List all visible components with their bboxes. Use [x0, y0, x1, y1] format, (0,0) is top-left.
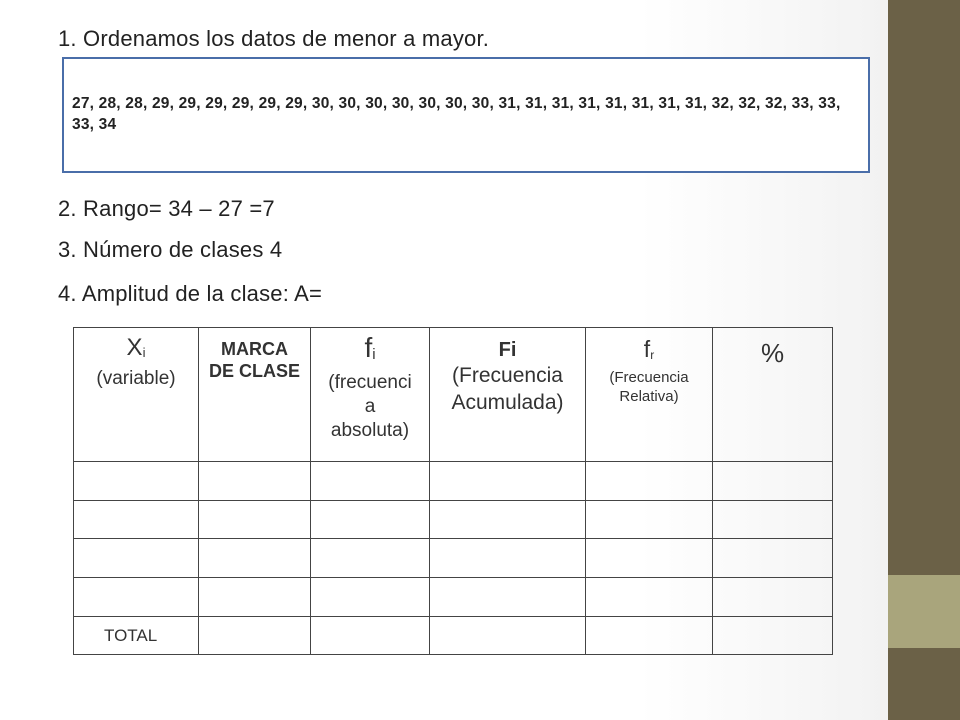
header-marca-de-clase: MARCA DE CLASE	[199, 328, 311, 462]
step-4-text: 4. Amplitud de la clase: A=	[58, 281, 323, 306]
table-row	[74, 462, 833, 501]
sorted-data-values: 27, 28, 28, 29, 29, 29, 29, 29, 29, 30, 30, 30, 30, 30, 30, 30, 31, 31, 31, 31, 31, 31, 31, 31, 32, 32, 32, 33, 33, 33, 34	[72, 95, 841, 133]
frequency-table	[73, 327, 833, 655]
step-3-text: 3. Número de clases 4	[58, 237, 283, 262]
table-row	[74, 539, 833, 578]
side-bar-top	[888, 0, 960, 575]
side-bar-bottom	[888, 648, 960, 720]
header-fi-absoluta: $f_i$ (frecuenci a absoluta)	[311, 328, 430, 462]
header-fr-relativa: $f_r$ (Frecuencia Relativa)	[586, 328, 713, 462]
header-xi: $X_i$ (variable)	[74, 328, 199, 462]
sorted-data-box	[62, 57, 870, 173]
table-row	[74, 501, 833, 539]
header-percent: %	[713, 328, 833, 462]
table-row	[74, 578, 833, 617]
side-bar-accent	[888, 575, 960, 648]
table-header-row	[74, 328, 833, 462]
step-1-text: 1. Ordenamos los datos de menor a mayor.	[58, 26, 490, 51]
table-total-row	[74, 617, 833, 655]
step-2-text: 2. Rango= 34 – 27 =7	[58, 196, 275, 221]
total-label: TOTAL	[74, 617, 199, 655]
header-fi-acumulada: Fi (Frecuencia Acumulada)	[430, 328, 586, 462]
